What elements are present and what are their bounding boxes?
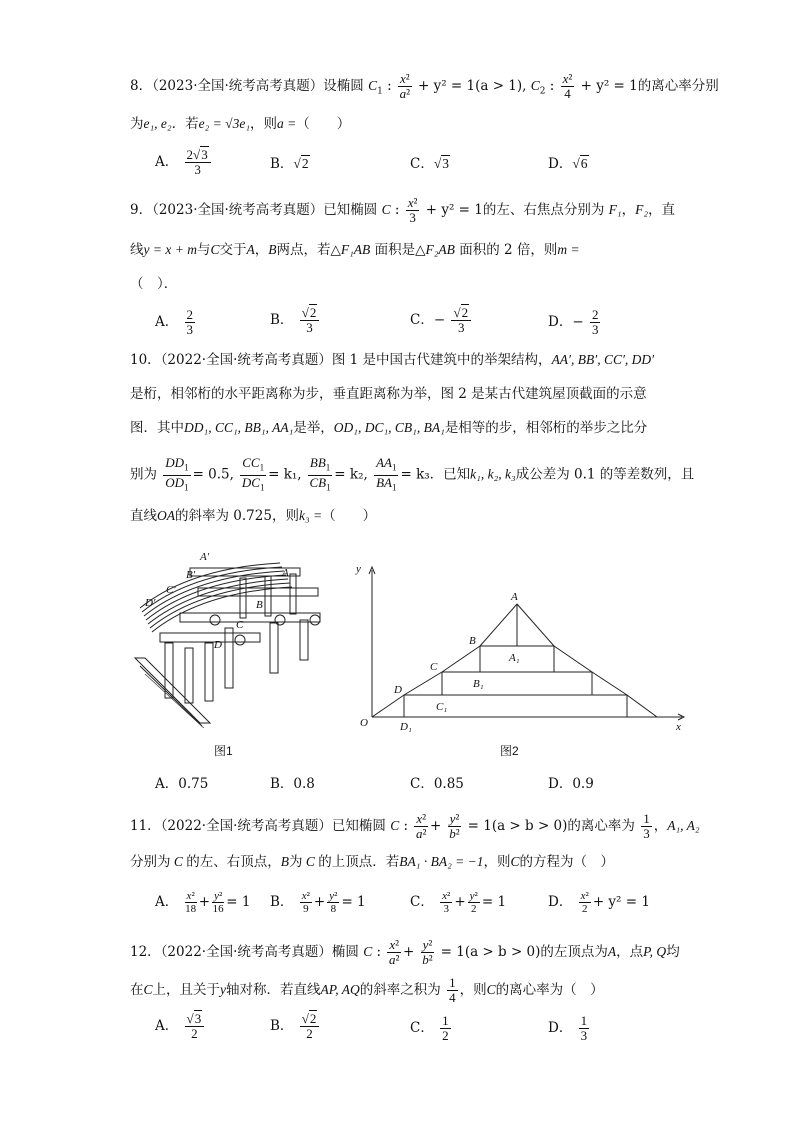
q8-line1: 8．（2023·全国·统考高考真题）设椭圆 $C_1$ : $\frac{\text{x²}}{\text{a²}}$ + y² = 1(a > 1), $C_2$ : $\frac{\text{x²}}{4}$ + y² = 1的离心率分别 <box>130 71 719 101</box>
q9-opt-b-frac: $\frac{√2}{3}$ <box>300 306 320 335</box>
fig2-point-b1: B₁ <box>473 678 484 690</box>
q10-frac-cc: $\frac{CC_1}{DC_1}$ <box>241 455 265 493</box>
q12-l2h: ，则 <box>459 982 487 998</box>
q8-line2 <box>130 114 350 134</box>
q10-number: 10． <box>130 352 161 368</box>
q11-option-c[interactable]: C． $\frac{\text{x²}}{3}$ + $\frac{\text{y²}}{2}$ = 1 <box>410 890 507 915</box>
q8-opt-b-label: B． <box>270 156 294 172</box>
q12-source: （2022·全国·统考高考真题） <box>160 944 332 960</box>
q11-l2j: C <box>510 854 520 869</box>
q12-line2 <box>130 976 604 1005</box>
q9-tail2: ，直 <box>648 202 676 218</box>
figure2-cross-section <box>352 562 692 742</box>
q11-l2d: B <box>280 854 290 869</box>
q12-opt-d-label: D． <box>548 1020 573 1036</box>
q9-source: （2023·全国·统考高考真题） <box>152 202 324 218</box>
q10-line5 <box>130 506 376 526</box>
q9-opt-a-frac: $\frac{2}{3}$ <box>186 307 194 337</box>
q9-l2m: 面积的 2 倍，则 <box>454 242 558 258</box>
q12-l2d: y <box>220 982 227 997</box>
q11-opt-b-label: B． <box>270 894 294 910</box>
figure1-roof-structure <box>130 548 330 728</box>
q9-tail1: 的左、右焦点分别为 <box>482 202 605 218</box>
fig1-label-a-prime: A′ <box>200 551 210 563</box>
q11-l2g: 的上顶点．若 <box>318 854 400 870</box>
q10-option-b[interactable]: B．0.8 <box>270 776 315 792</box>
q9-line1: 9．（2023·全国·统考高考真题）已知椭圆 C : $\frac{\text{x²}}{3}$ + y² = 1的左、右焦点分别为 F₁，F₂，直 <box>130 195 676 225</box>
q12-eq: = 1(a > b > 0) <box>440 944 541 960</box>
q9-frac: $\frac{\text{x²}}{3}$ <box>407 195 418 225</box>
q10-source: （2022·全国·统考高考真题） <box>160 352 332 368</box>
q8-l2b: e₁, e₂ <box>143 116 172 131</box>
q11-l2e: 为 <box>289 854 303 870</box>
q10-option-c[interactable]: C．0.85 <box>410 776 464 792</box>
q10-l4c: = k₁, <box>268 466 302 483</box>
q11-opt-d-eq: + y² = 1 <box>592 894 650 910</box>
q11-l2f: C <box>302 854 319 869</box>
q12-l2e: 轴对称．若直线 <box>226 982 321 998</box>
q9-f2: F₂ <box>635 202 649 217</box>
q9-l2k: 面积是△ <box>370 242 426 258</box>
q12-option-b[interactable]: B． $\frac{√2}{2}$ <box>270 1012 321 1041</box>
q9-option-b[interactable] <box>270 306 321 335</box>
q11-option-d[interactable]: D． $\frac{\text{x²}}{2}$ + y² = 1 <box>548 890 650 915</box>
q9-l2h: B <box>268 242 277 257</box>
fig2-y-label: y <box>356 563 361 575</box>
q8-l2d: e₂ = √3e₁ <box>198 116 251 131</box>
q11-ecc-frac: $\frac{1}{3}$ <box>643 811 650 841</box>
q11-tail1: 的离心率为 <box>567 818 635 834</box>
q12-tail-a: A <box>607 944 617 959</box>
q9-opt-a-label: A． <box>155 314 179 330</box>
q8-c2-eq: + y² = 1 <box>580 78 638 94</box>
q12-l2g: 的斜率之积为 <box>359 982 441 998</box>
q9-lead: 已知椭圆 <box>323 202 378 218</box>
q9-opt-c-label: C．− <box>410 312 446 328</box>
q11-opt-a-label: A． <box>155 894 179 910</box>
q10-line1 <box>130 350 654 370</box>
q8-option-d[interactable]: D．√6 <box>548 156 588 172</box>
q11-l2c: 的左、右顶点， <box>186 854 281 870</box>
q9-eq: + y² = 1 <box>425 202 483 218</box>
q12-tail2: ，点 <box>616 944 644 960</box>
q8-frac-x2-a2: $\frac{\text{x²}}{\text{a²}}$ <box>399 71 411 101</box>
q9-number: 9． <box>130 202 153 218</box>
q12-option-d[interactable]: D． $\frac{1}{3}$ <box>548 1013 588 1043</box>
q8-option-b[interactable]: B．√2 <box>270 156 309 172</box>
q10-l5b: OA <box>157 508 175 523</box>
q8-option-c[interactable]: C．√3 <box>410 156 450 172</box>
q8-frac-x2-4: $\frac{\text{x²}}{4}$ <box>562 71 573 101</box>
q10-l4b: = 0.5, <box>192 466 234 483</box>
fig2-point-a1: A₁ <box>509 652 520 664</box>
q11-opt-c-eq: = 1 <box>481 894 507 910</box>
q11-tail2: ， <box>653 818 668 834</box>
q11-option-b[interactable]: B． $\frac{\text{x²}}{9}$ + $\frac{\text{y²}}{8}$ = 1 <box>270 890 366 915</box>
q8-opt-d-label: D． <box>548 156 573 172</box>
q8-l2e: ，则 <box>250 116 278 132</box>
fig1-label-a: A <box>282 567 289 579</box>
q12-opt-b-label: B． <box>270 1018 294 1034</box>
fig2-point-b: B <box>469 635 476 647</box>
q11-a1a2: A₁, A₂ <box>667 818 700 833</box>
q12-opt-b-val: 2 <box>309 1011 317 1026</box>
q10-l4f: ．已知 <box>429 466 471 483</box>
q9-line2 <box>130 240 580 260</box>
q11-frac-y: $\frac{\text{y²}}{\text{b²}}$ <box>449 811 460 841</box>
q9-l3: （ ）． <box>130 276 178 292</box>
q10-l4e: = k₃ <box>400 466 430 483</box>
q8-option-a[interactable] <box>155 148 213 177</box>
q11-l2: 分别为 <box>130 854 171 870</box>
q12-opt-a-label: A． <box>155 1018 179 1034</box>
q12-opt-a-val: 3 <box>194 1011 202 1026</box>
q10-l5a: 直线 <box>130 508 157 524</box>
q10-l1b: AA′, BB′, CC′, DD′ <box>551 352 655 367</box>
fig2-point-c: C <box>430 661 438 673</box>
q9-line3 <box>130 274 177 294</box>
q12-l2j: 的离心率为（ ） <box>495 982 604 998</box>
q10-l5d: k₃ = <box>298 508 323 523</box>
q12-option-a[interactable]: A． $\frac{√3}{2}$ <box>155 1012 206 1041</box>
q12-number: 12． <box>130 944 161 960</box>
fig2-point-a: A <box>511 591 518 603</box>
q10-l3d: OD₁, DC₁, CB₁, BA₁ <box>333 420 445 435</box>
q12-slope-frac: $\frac{1}{4}$ <box>449 975 456 1005</box>
q12-l2f: AP, AQ <box>320 982 360 997</box>
q12-tail1: 的左顶点为 <box>540 944 608 960</box>
q8-l2f: a = <box>277 116 297 131</box>
q9-l2j: F₁AB <box>340 242 371 257</box>
q11-number: 11． <box>130 818 161 834</box>
q12-tail-pq: P, Q <box>643 944 667 959</box>
q12-l2c: 上，且关于 <box>152 982 221 998</box>
q10-line3 <box>130 418 647 438</box>
q9-opt-d-frac: $\frac{2}{3}$ <box>591 307 599 337</box>
q10-option-a[interactable]: A．0.75 <box>155 776 209 792</box>
q10-l4d: = k₂, <box>334 466 368 483</box>
fig1-label-b-prime: B′ <box>186 569 196 581</box>
fig2-point-c1: C₁ <box>436 701 448 713</box>
q8-l2a: 为 <box>130 116 144 132</box>
q9-l2n: m = <box>557 242 580 257</box>
q11-l2b: C <box>170 854 187 869</box>
q10-l3a: 图．其中 <box>130 420 184 436</box>
fig1-label-d-prime: D′ <box>145 597 156 609</box>
q10-line4 <box>130 456 694 494</box>
q9-l2a: 线 <box>130 242 144 258</box>
q12-frac-y: $\frac{\text{y²}}{\text{b²}}$ <box>422 937 433 967</box>
q9-option-c[interactable] <box>410 306 473 335</box>
q10-line2 <box>130 384 647 404</box>
q8-c1-eq: + y² = 1(a > 1), <box>417 78 527 94</box>
q12-option-c[interactable]: C． $\frac{1}{2}$ <box>410 1013 449 1043</box>
fig1-label-c-prime: C′ <box>166 584 176 596</box>
q11-option-a[interactable]: A． $\frac{\text{x²}}{18}$ + $\frac{\text{y²}}{16}$ = 1 <box>155 890 251 915</box>
fig2-x-label: x <box>676 721 681 733</box>
q8-opt-b-val: 2 <box>301 156 309 171</box>
q10-l5e: （ ） <box>322 508 377 524</box>
fig1-label-b: B <box>256 599 263 611</box>
q10-l3b: DD₁, CC₁, BB₁, AA₁ <box>184 420 294 435</box>
q8-lead: 设椭圆 <box>323 78 364 94</box>
q11-opt-d-label: D． <box>548 894 573 910</box>
q11-opt-c-label: C． <box>410 894 434 910</box>
fig1-label-d: D <box>214 639 222 651</box>
q12-l2b: C <box>143 982 153 997</box>
q11-lead: 已知椭圆 <box>331 818 386 834</box>
q8-number: 8． <box>130 78 153 94</box>
fig2-point-d1: D₁ <box>400 721 412 733</box>
q11-eq: = 1(a > b > 0) <box>467 818 568 834</box>
q8-opt-a-frac: $\frac{2√3}{3}$ <box>185 148 211 177</box>
figure1-caption: 图1 <box>214 744 233 758</box>
q9-opt-d-label: D．− <box>548 314 584 330</box>
q11-line2 <box>130 852 614 872</box>
q8-l2g: （ ） <box>296 116 351 132</box>
q9-l2f: A <box>246 242 255 257</box>
q12-line1: 12．（2022·全国·统考高考真题）椭圆 C : $\frac{\text{x²}}{\text{a²}}$ + $\frac{\text{y²}}{\text{b²}}$ = 1(a > b > 0)的左顶点为A，点P, Q均 <box>130 937 680 967</box>
q12-lead: 椭圆 <box>331 944 359 960</box>
q9-l2e: 交于 <box>219 242 247 258</box>
q11-source: （2022·全国·统考高考真题） <box>160 818 332 834</box>
q10-frac-bb: $\frac{BB_1}{CB_1}$ <box>309 455 331 493</box>
q10-l4a: 别为 <box>130 466 157 483</box>
q8-source: （2023·全国·统考高考真题） <box>152 78 324 94</box>
q10-l3c: 是举， <box>293 420 334 436</box>
q10-option-d[interactable]: D．0.9 <box>548 776 594 792</box>
q12-l2i: C <box>486 982 496 997</box>
q8-l2c: ．若 <box>171 116 199 132</box>
q9-l2b: y = x + m <box>143 242 197 257</box>
q12-frac-x: $\frac{\text{x²}}{\text{a²}}$ <box>388 937 400 967</box>
q8-opt-d-val: 6 <box>580 156 588 171</box>
q9-opt-c-frac: $\frac{√2}{3}$ <box>451 306 471 335</box>
q10-frac-aa: $\frac{AA_1}{BA_1}$ <box>376 455 397 493</box>
q11-opt-a-eq: = 1 <box>226 894 251 910</box>
q9-opt-b-label: B． <box>270 312 294 328</box>
figure2-caption: 图2 <box>500 744 519 758</box>
q9-f1: F₁ <box>608 202 622 217</box>
q12-l2a: 在 <box>130 982 144 998</box>
q10-l2: 是桁，相邻桁的水平距离称为步，垂直距离称为举，图 2 是某古代建筑屋顶截面的示意 <box>130 386 647 402</box>
q11-opt-b-eq: = 1 <box>341 894 366 910</box>
fig2-point-d: D <box>394 684 402 696</box>
q10-l5c: 的斜率为 0.725，则 <box>175 508 299 524</box>
q12-tail3: 均 <box>666 944 680 960</box>
q11-l2k: 的方程为（ ） <box>519 854 615 870</box>
q9-l2i: 两点，若△ <box>276 242 341 258</box>
q8-opt-c-label: C． <box>410 156 434 172</box>
q9-option-d[interactable] <box>548 308 602 337</box>
q8-tail1: 的离心率分别 <box>637 78 719 94</box>
q9-l2d: C <box>210 242 220 257</box>
q11-line1: 11．（2022·全国·统考高考真题）已知椭圆 C : $\frac{\text{x²}}{\text{a²}}$ + $\frac{\text{y²}}{\text{b²}}$ = 1(a > b > 0)的离心率为 $\frac{1}{3}$ ，A₁, A₂ <box>130 811 700 841</box>
q9-l2g: ， <box>254 242 269 258</box>
q9-l2l: F₂AB <box>425 242 455 257</box>
q11-frac-x: $\frac{\text{x²}}{\text{a²}}$ <box>415 811 427 841</box>
q9-l2c: 与 <box>196 242 211 258</box>
q9-option-a[interactable] <box>155 308 197 337</box>
q10-l4h: 成公差为 0.1 的等差数列，且 <box>515 466 695 483</box>
q10-frac-dd: $\frac{DD_1}{OD_1}$ <box>165 455 189 493</box>
q8-c1: C <box>368 78 378 93</box>
q10-l4g: k₁, k₂, k₃ <box>470 466 516 482</box>
q8-opt-c-val: 3 <box>442 156 450 171</box>
fig1-label-c: C <box>236 619 244 631</box>
q10-l3e: 是相等的步，相邻桁的举步之比分 <box>444 420 648 436</box>
q11-l2i: ，则 <box>483 854 511 870</box>
q8-opt-a-label: A． <box>155 154 179 170</box>
q10-l1: 图 1 是中国古代建筑中的举架结构， <box>331 352 552 368</box>
q11-l2h: BA₁ · BA₂ = −1 <box>399 854 484 869</box>
q12-opt-c-label: C． <box>410 1020 434 1036</box>
fig2-origin-label: O <box>360 717 368 729</box>
